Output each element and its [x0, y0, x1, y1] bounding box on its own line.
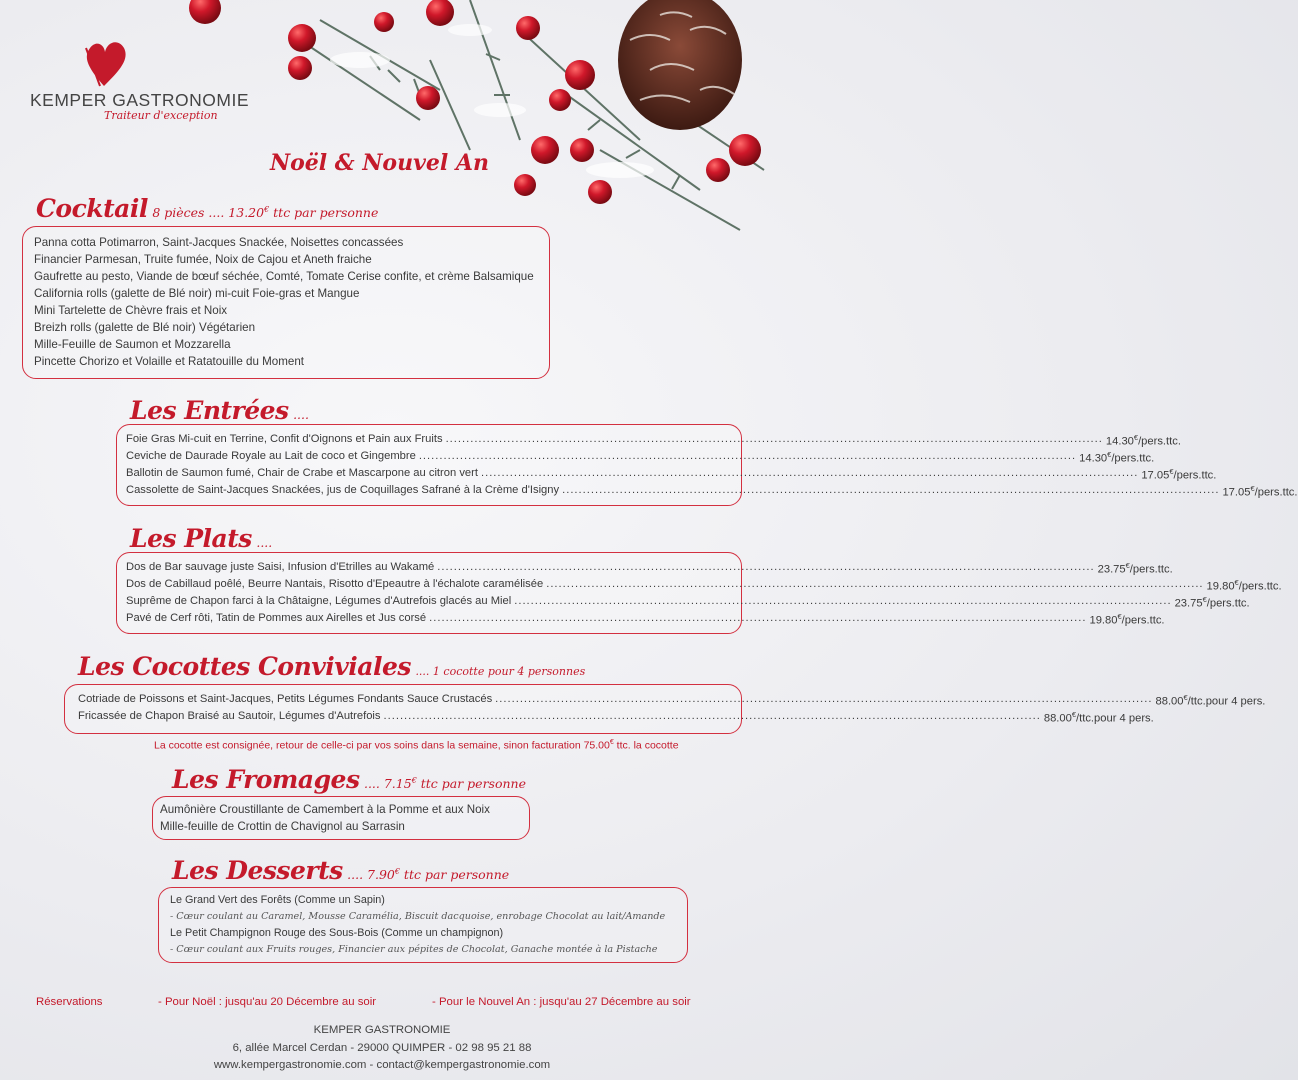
price-value: 14.30 [1079, 452, 1108, 465]
currency-sign: € [1234, 578, 1239, 587]
currency-sign: € [1071, 710, 1077, 719]
dish-price [1175, 595, 1250, 610]
cocotte-row: Cotriade de Poissons et Saint-Jacques, Petits Légumes Fondants Sauce Crustacés ................................................................................................................................................................ 88.00€/ttc.pour 4 pers. [78, 693, 1266, 708]
price-unit: /pers.ttc. [1254, 486, 1298, 499]
cocktail-item: Financier Parmesan, Truite fumée, Noix de Cajou et Aneth fraiche [34, 253, 372, 266]
currency-sign: € [1169, 467, 1174, 476]
brand-tagline: Traiteur d'exception [104, 109, 218, 122]
cocotte-row: Fricassée de Chapon Braisé au Sautoir, Légumes d'Autrefois ................................................................................................................................................................ 88.00€/ttc.pour 4 pers. [78, 710, 1154, 725]
currency-sign: € [609, 739, 614, 746]
fromages-subtitle [364, 776, 526, 791]
price-unit: /pers.ttc. [1173, 469, 1217, 482]
price-unit: /ttc.pour 4 pers. [1187, 695, 1266, 708]
price-unit: /pers.ttc. [1129, 563, 1173, 576]
price-unit: /ttc.pour 4 pers. [1076, 712, 1154, 725]
currency-sign: € [411, 775, 417, 785]
cocottes-subtitle: .... 1 cocotte pour 4 personnes [415, 665, 586, 678]
dish-name: Dos de Bar sauvage juste Saisi, Infusion d'Etrilles au Wakamé [126, 561, 435, 573]
plats-suffix: .... [256, 535, 273, 550]
price-value: 23.75 [1174, 597, 1203, 610]
dessert-detail: - Cœur coulant au Caramel, Mousse Caramélia, Biscuit dacquoise, enrobage Chocolat au lait/Amande [170, 911, 666, 922]
cocktail-item: Panna cotta Potimarron, Saint-Jacques Snackée, Noisettes concassées [34, 236, 404, 249]
currency-sign: € [1133, 433, 1139, 442]
fromages-unit: ttc par personne [416, 776, 526, 791]
plat-row: Dos de Cabillaud poêlé, Beurre Nantais, Risotto d'Epeautre à l'échalote caramélisée ................................................................................................................................................................ 19.80€/pers.ttc. [126, 578, 1282, 593]
note-text: La cocotte est consignée, retour de celle-ci par vos soins dans la semaine, sinon facturation 75.00 [154, 739, 610, 752]
plat-row: Pavé de Cerf rôti, Tatin de Pommes aux Airelles et Jus corsé ................................................................................................................................................................ 19.80€/pers.ttc. [126, 612, 1165, 627]
cocktail-item: Mille-Feuille de Saumon et Mozzarella [34, 338, 231, 351]
brand-logo [30, 40, 250, 130]
reservation-nouvel-an: - Pour le Nouvel An : jusqu'au 27 Décembre au soir [432, 996, 691, 1008]
dessert-name: Le Grand Vert des Forêts (Comme un Sapin) [170, 894, 385, 906]
price-unit: /pers.ttc. [1121, 614, 1165, 627]
dish-price [1106, 433, 1181, 448]
price-value: 17.05 [1141, 469, 1170, 482]
desserts-unit: ttc par personne [399, 867, 510, 882]
dish-name: Cotriade de Poissons et Saint-Jacques, Petits Légumes Fondants Sauce Crustacés [78, 693, 493, 705]
cocktail-subtitle [152, 205, 378, 220]
footer-address: 6, allée Marcel Cerdan - 29000 QUIMPER - 02 98 95 21 88 [232, 1042, 532, 1054]
dish-price [1141, 467, 1216, 482]
note-unit: ttc. la cocotte [613, 739, 679, 752]
fromages-header [172, 765, 526, 794]
entree-row: Cassolette de Saint-Jacques Snackées, jus de Coquillages Safrané à la Crème d'Isigny ................................................................................................................................................................ 17.05€/pers.ttc. [126, 484, 1298, 499]
price-value: 19.80 [1089, 614, 1118, 627]
plat-row: Suprême de Chapon farci à la Châtaigne, Légumes d'Autrefois glacés au Miel ................................................................................................................................................................ 23.75€/pers.ttc. [126, 595, 1250, 610]
entrees-suffix: .... [293, 407, 309, 422]
currency-sign: € [264, 204, 270, 214]
price-value: 19.80 [1206, 580, 1235, 593]
currency-sign: € [1183, 693, 1188, 702]
price-unit: /pers.ttc. [1206, 597, 1250, 610]
footer-contact[interactable]: www.kempergastronomie.com - contact@kempergastronomie.com [213, 1059, 551, 1071]
fromages-heading: Les Fromages [172, 765, 360, 794]
cocktail-subtitle-unit: ttc par personne [269, 205, 379, 220]
dish-name: Ceviche de Daurade Royale au Lait de coco et Gingembre [126, 450, 416, 462]
cocottes-heading: Les Cocottes Conviviales [78, 652, 411, 681]
plats-header [130, 524, 272, 553]
currency-sign: € [1250, 484, 1255, 493]
price-value: 88.00 [1155, 695, 1184, 708]
dish-price [1044, 710, 1154, 725]
brand-name: KEMPER GASTRONOMIE [30, 90, 250, 110]
currency-sign: € [1107, 450, 1112, 459]
desserts-heading: Les Desserts [172, 856, 343, 885]
dish-name: Foie Gras Mi-cuit en Terrine, Confit d'Oignons et Pain aux Fruits [126, 433, 443, 445]
dish-name: Dos de Cabillaud poêlé, Beurre Nantais, Risotto d'Epeautre à l'échalote caramélisée [126, 578, 544, 590]
dish-name: Pavé de Cerf rôti, Tatin de Pommes aux Airelles et Jus corsé [126, 612, 427, 624]
cocktail-item: Pincette Chorizo et Volaille et Ratatouille du Moment [34, 355, 305, 368]
footer-company: KEMPER GASTRONOMIE [313, 1024, 451, 1036]
dish-name: Ballotin de Saumon fumé, Chair de Crabe et Mascarpone au citron vert [126, 467, 478, 479]
cocktail-item: Breizh rolls (galette de Blé noir) Végétarien [34, 321, 256, 334]
currency-sign: € [1202, 595, 1207, 604]
dish-price [1222, 484, 1297, 499]
price-value: 88.00 [1043, 712, 1072, 725]
currency-sign: € [1117, 612, 1122, 621]
cocktail-item: California rolls (galette de Blé noir) mi-cuit Foie-gras et Mangue [34, 287, 360, 300]
dish-price [1207, 578, 1282, 593]
dish-price [1156, 693, 1266, 708]
price-value: 17.05 [1222, 486, 1251, 499]
desserts-price: .... 7.90 [347, 867, 395, 882]
dish-price [1079, 450, 1154, 465]
price-unit: /pers.ttc. [1111, 452, 1155, 465]
cocottes-header [78, 652, 585, 681]
desserts-header [172, 856, 509, 885]
fromages-price: .... 7.15 [363, 776, 412, 791]
cocktail-header [36, 194, 378, 223]
price-unit: /pers.ttc. [1138, 435, 1181, 448]
heart-logo-icon [82, 40, 128, 88]
cocktail-item: Mini Tartelette de Chèvre frais et Noix [34, 304, 228, 317]
price-value: 23.75 [1097, 563, 1126, 576]
reservations-label: Réservations [36, 996, 103, 1008]
cocktail-subtitle-price: 8 pièces .... 13.20 [152, 205, 265, 220]
dish-name: Fricassée de Chapon Braisé au Sautoir, Légumes d'Autrefois [78, 710, 381, 722]
dish-price [1098, 561, 1173, 576]
dish-name: Suprême de Chapon farci à la Châtaigne, Légumes d'Autrefois glacés au Miel [126, 595, 512, 607]
dessert-name: Le Petit Champignon Rouge des Sous-Bois (Comme un champignon) [170, 927, 504, 939]
price-value: 14.30 [1105, 435, 1134, 448]
fromage-item: Mille-feuille de Crottin de Chavignol au Sarrasin [160, 820, 405, 833]
entree-row: Foie Gras Mi-cuit en Terrine, Confit d'Oignons et Pain aux Fruits ................................................................................................................................................................ 14.30€/pers.ttc. [126, 433, 1181, 448]
dish-price [1089, 612, 1164, 627]
entrees-header [130, 396, 309, 425]
fromage-item: Aumônière Croustillante de Camembert à la Pomme et aux Noix [160, 803, 490, 816]
entree-row: Ceviche de Daurade Royale au Lait de coco et Gingembre ................................................................................................................................................................ 14.30€/pers.ttc. [126, 450, 1155, 465]
reservation-noel: - Pour Noël : jusqu'au 20 Décembre au soir [158, 996, 377, 1008]
entree-row: Ballotin de Saumon fumé, Chair de Crabe et Mascarpone au citron vert ................................................................................................................................................................ 17.05€/pers.ttc. [126, 467, 1217, 482]
dish-name: Cassolette de Saint-Jacques Snackées, jus de Coquillages Safrané à la Crème d'Isigny [126, 484, 560, 496]
plats-heading: Les Plats [130, 524, 252, 553]
currency-sign: € [1125, 561, 1130, 570]
plat-row: Dos de Bar sauvage juste Saisi, Infusion d'Etrilles au Wakamé ................................................................................................................................................................ 23.75€/pers.ttc. [126, 561, 1173, 576]
price-unit: /pers.ttc. [1238, 580, 1282, 593]
cocotte-deposit-note [154, 739, 679, 752]
pine-cone-icon [618, 0, 742, 130]
cocktail-item: Gaufrette au pesto, Viande de bœuf séchée, Comté, Tomate Cerise confite, et crème Balsamique [34, 270, 534, 283]
currency-sign: € [394, 866, 400, 876]
desserts-subtitle [347, 867, 509, 882]
dessert-detail: - Cœur coulant aux Fruits rouges, Financier aux pépites de Chocolat, Ganache montée à la Pistache [170, 944, 658, 955]
cocktail-heading: Cocktail [36, 194, 148, 223]
entrees-heading: Les Entrées [130, 396, 289, 425]
page-title: Noël & Nouvel An [270, 150, 489, 176]
